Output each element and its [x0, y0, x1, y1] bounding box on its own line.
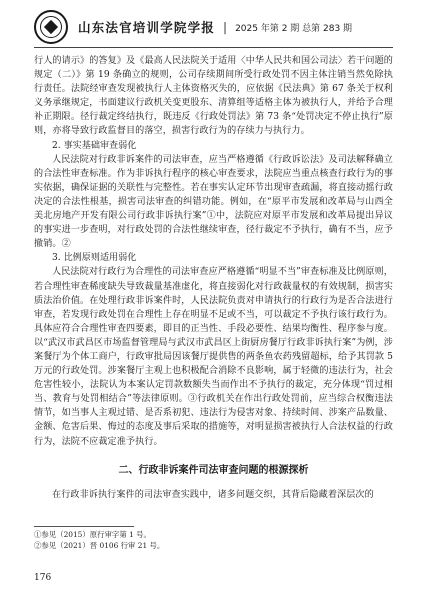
section-heading: 二、行政非诉案件司法审查问题的根源探析 — [118, 464, 309, 476]
journal-logo — [34, 10, 68, 44]
footnote-1: ①参见（2015）原行审字第 1 号。 — [34, 530, 151, 539]
paragraph-proportionality: 人民法院对行政行为合理性的司法审查应严格遵循“明显不当”审查标准及比例原则，若合理性审查稀度缺失导致裁量基准虚化，将直接弱化对行政裁量权的有效规制，损害实质法治价值。在处理行政非诉案件时，人民法院负责对申请执行的行政行为是否合法进行审查，若发现行政处罚在合理性上存在明显不足或不当，可以裁定不予执行该行政行为。具体应符合合理性审查四要素，即目的正当性、手段必要性、结果均衡性、程序参与度。以“武汉市武昌区市场监督管理局与武汉市武昌区上街厨房餐厅行政非诉执行案”为例，涉案餐厅为个体工商户，行政审批局因该餐厅提供售的两条鱼农药残留超标，给予其罚款 5 万元的行政处罚。涉案餐厅主观上也积极配合消除不良影响，属于轻微的违法行为，社会危害性较小，法院认为本案认定罚款数额失当而作出不予执行的裁定，充分体现“罚过相当、教育与处罚相结合”等法律原则。③行政机关在作出行政处罚前，应当综合权衡违法情节，如当事人主观过错、是否系初犯、违法行为侵害对象、持续时间、涉案产品数量、金额、危害后果、悔过的态度及事后采取的措施等，对明显损害被执行人合法权益的行政行为，法院不应裁定准予执行。 — [34, 267, 393, 447]
subheading-fact-review: 2. 事实基础审查弱化 — [52, 140, 137, 151]
journal-title: 山东法官培训学院学报 — [78, 20, 216, 35]
page-header: 山东法官培训学院学报 | 2025 年第 2 期 总第 283 期 — [34, 8, 393, 46]
footnote-2: ②参见（2021）晋 0106 行审 21 号。 — [34, 541, 165, 550]
footnotes — [34, 529, 393, 551]
header-rule — [34, 47, 393, 48]
issue-info: 2025 年第 2 期 总第 283 期 — [235, 23, 353, 34]
footnote-rule — [34, 526, 134, 527]
subheading-proportionality: 3. 比例原则适用弱化 — [52, 253, 137, 264]
paragraph-section-intro: 在行政非诉执行案件的司法审查实践中，诸多问题交织，其背后隐藏着深层次的 — [52, 489, 374, 500]
paragraph-fact-review: 人民法院对行政非诉案件的司法审查，应当严格遵循《行政诉讼法》及司法解释确立的合法性审查标准。作为非诉执行程序的核心审查要求，法院应当重点核查行政行为的事实依据，确保证据的关联性与完整性。若在事实认定环节出现审查疏漏，将直接动摇行政决定的合法性根基，损害司法审查的纠错功能。例如，在“原平市发展和改革局与山西全美北房地产开发有限公司行政非诉执行案”①中，法院应对原平市发展和改革局提出异议的事实进一步查明，对行政处罚的合法性继续审查，径行裁定不予执行，确有不当，应予撤销。② — [34, 154, 393, 250]
paragraph-continued: 行人的请示》的答复》及《最高人民法院关于适用〈中华人民共和国公司法〉若干问题的规定（二）》第 19 条确立的规则，公司存续期间所受行政处罚不因主体注销当然免除执行责任。法院经审查发现被执行人主体资格灭失的，应依据《民法典》第 67 条关于权利义务承继规定，书面建议行政机关变更股东、清算组等适格主体为被执行人，并给予合理补正期限。径行裁定终结执行，既违反《行政处罚法》第 73 条“处罚决定不停止执行”原则，亦将导致行政监督目的落空，损害行政行为的存续力与执行力。 — [34, 56, 393, 137]
article-body — [34, 54, 393, 502]
page-number: 176 — [34, 573, 52, 583]
